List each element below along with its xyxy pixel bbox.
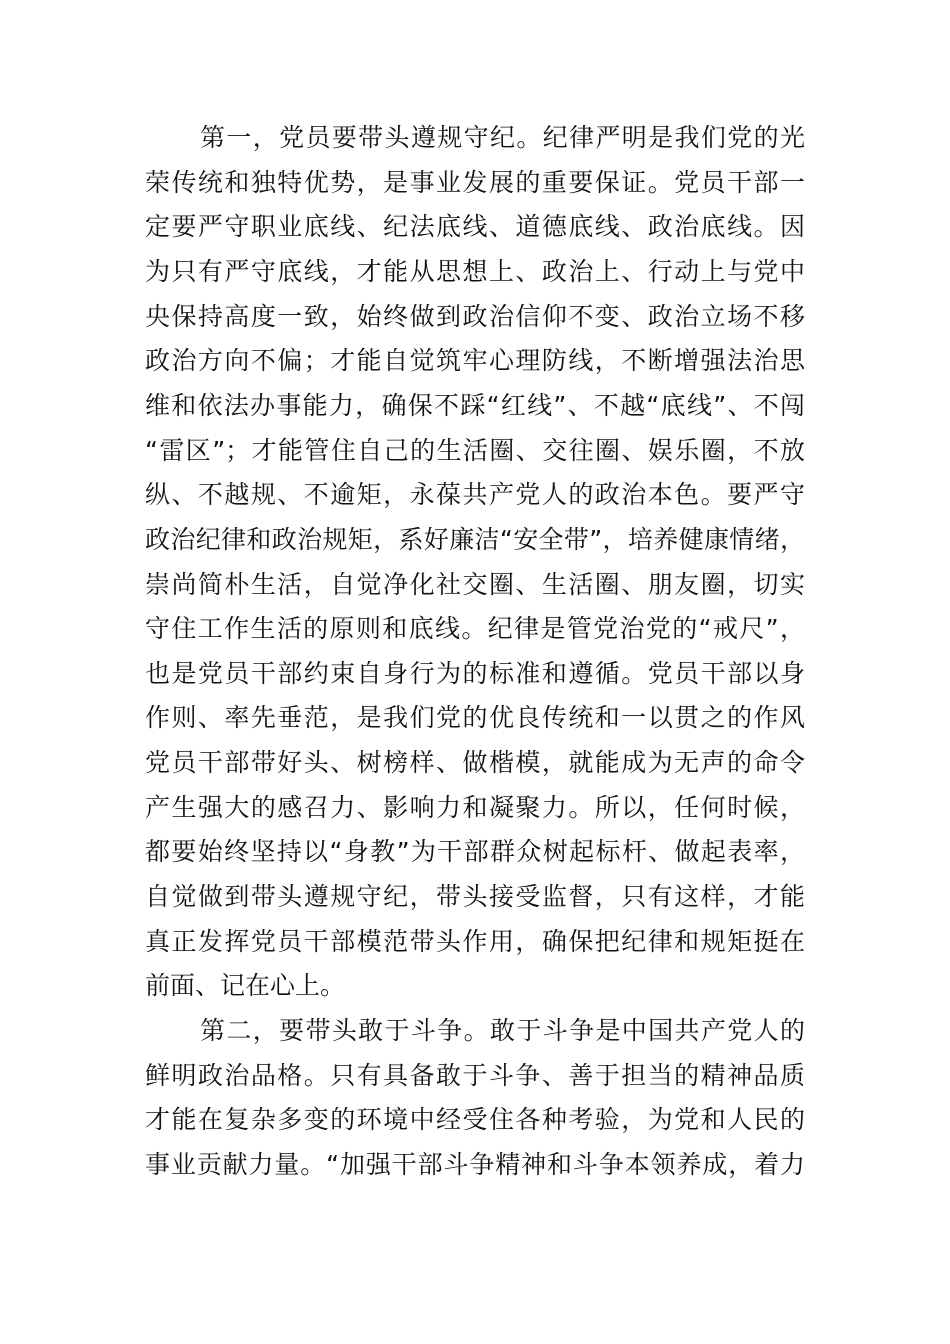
text-line: 自觉做到带头遵规守纪，带头接受监督，只有这样，才能 [145, 882, 805, 912]
text-line: 前面、记在心上。 [145, 971, 346, 1001]
text-line: 也是党员干部约束自身行为的标准和遵循。党员干部以身 [145, 658, 805, 688]
text-line: 第二，要带头敢于斗争。敢于斗争是中国共产党人的 [200, 1016, 805, 1045]
text-line: 荣传统和独特优势，是事业发展的重要保证。党员干部一 [145, 167, 805, 197]
text-line: 第一，党员要带头遵规守纪。纪律严明是我们党的光 [200, 123, 805, 152]
text-line: “雷区”；才能管住自己的生活圈、交往圈、娱乐圈，不放 [145, 435, 805, 465]
text-line: 崇尚简朴生活，自觉净化社交圈、生活圈、朋友圈，切实 [145, 569, 805, 599]
text-line: 真正发挥党员干部模范带头作用，确保把纪律和规矩挺在 [145, 926, 805, 956]
text-line: 定要严守职业底线、纪法底线、道德底线、政治底线。因 [145, 212, 805, 242]
text-line: 鲜明政治品格。只有具备敢于斗争、善于担当的精神品质 [145, 1060, 805, 1090]
text-line: 为只有严守底线，才能从思想上、政治上、行动上与党中 [145, 256, 805, 286]
text-line: 政治纪律和政治规矩，系好廉洁“安全带”，培养健康情绪， [145, 524, 805, 554]
text-line: 作则、率先垂范，是我们党的优良传统和一以贯之的作风 [145, 703, 805, 733]
text-line: 维和依法办事能力，确保不踩“红线”、不越“底线”、不闯 [145, 390, 805, 420]
text-line: 政治方向不偏；才能自觉筑牢心理防线，不断增强法治思 [145, 346, 805, 376]
text-line: 产生强大的感召力、影响力和凝聚力。所以，任何时候， [145, 792, 805, 822]
text-line: 守住工作生活的原则和底线。纪律是管党治党的“戒尺”， [145, 614, 805, 644]
text-line: 都要始终坚持以“身教”为干部群众树起标杆、做起表率， [145, 837, 805, 867]
text-line: 党员干部带好头、树榜样、做楷模，就能成为无声的命令 [145, 748, 805, 778]
text-line: 才能在复杂多变的环境中经受住各种考验，为党和人民的 [145, 1105, 805, 1135]
text-line: 纵、不越规、不逾矩，永葆共产党人的政治本色。要严守 [145, 480, 805, 510]
text-line: 央保持高度一致，始终做到政治信仰不变、政治立场不移 [145, 301, 805, 331]
text-line: 事业贡献力量。“加强干部斗争精神和斗争本领养成，着力 [145, 1149, 805, 1179]
